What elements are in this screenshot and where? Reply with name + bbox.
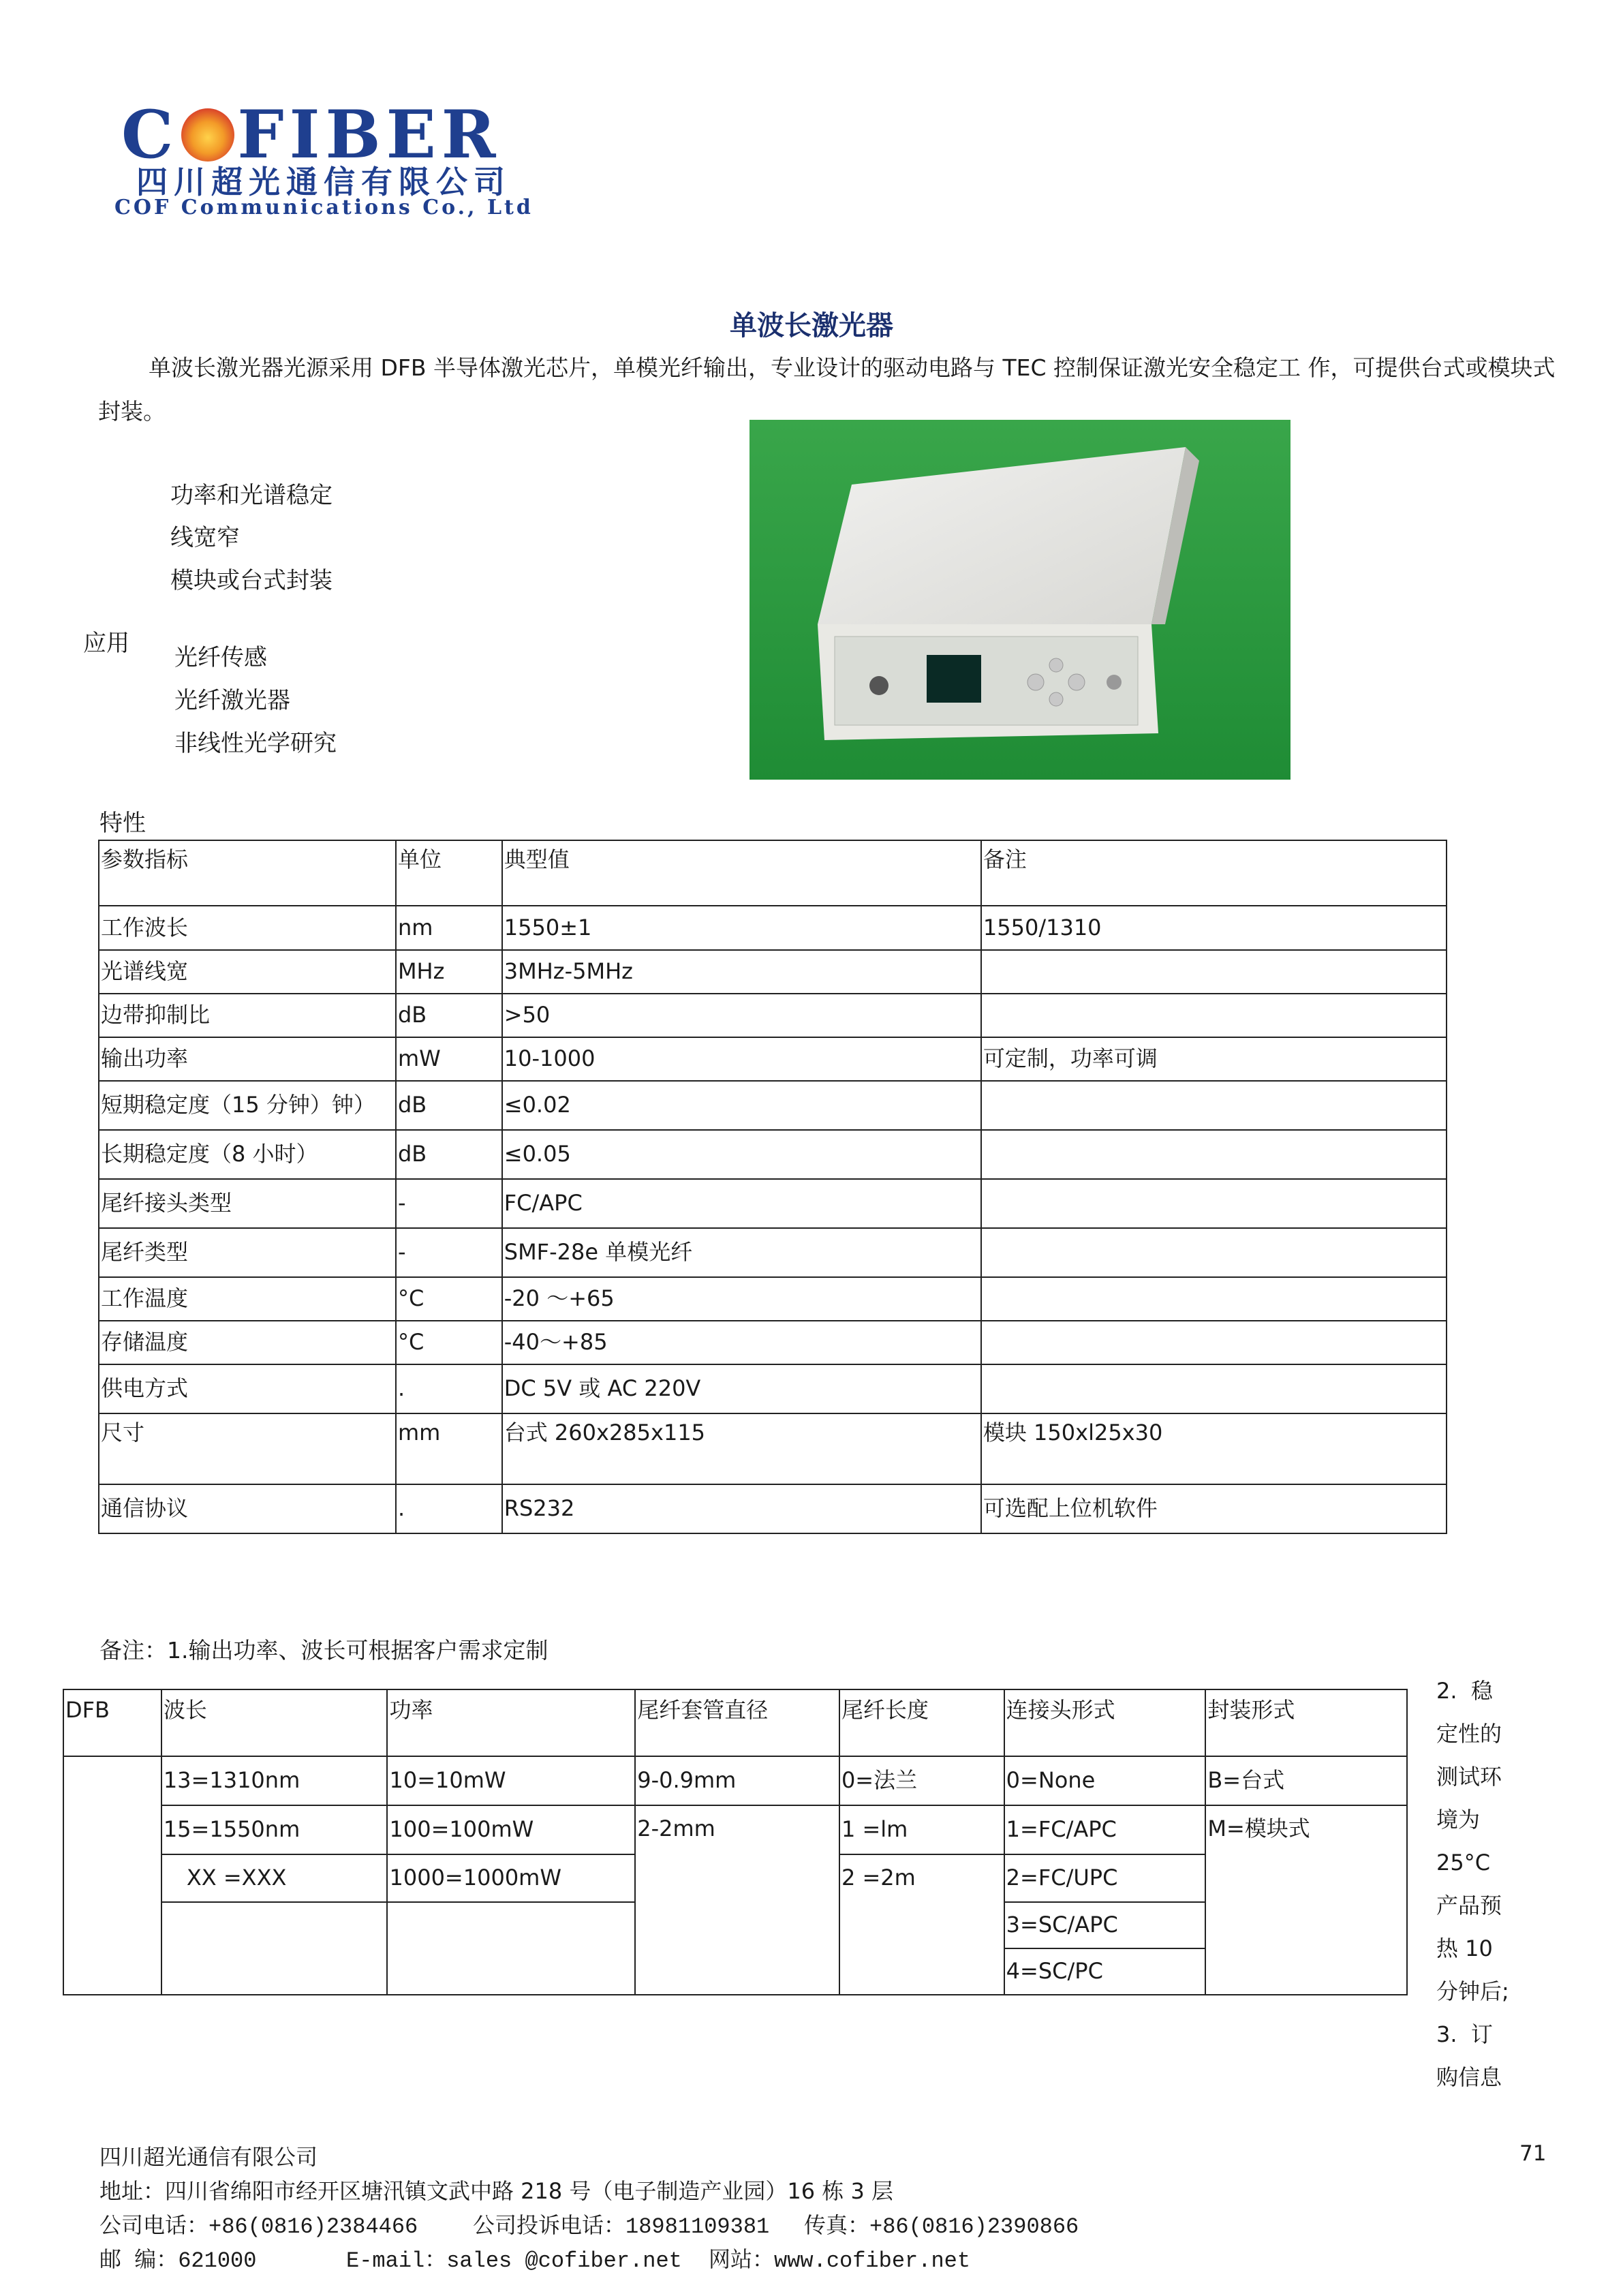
table-cell: M=模块式 xyxy=(1205,1805,1407,1995)
table-header-cell: 连接头形式 xyxy=(1004,1689,1206,1756)
side-note xyxy=(1436,1670,1511,2099)
table-cell: - xyxy=(396,1179,502,1228)
table-cell: 1 =lm xyxy=(839,1805,1004,1854)
table-header-row xyxy=(99,840,1447,906)
table-cell xyxy=(981,1130,1447,1179)
footer-email: E-mail：sales @cofiber.net xyxy=(346,2248,682,2274)
specs-table xyxy=(98,840,1447,1534)
table-cell: 长期稳定度（8 小时） xyxy=(99,1130,396,1179)
table-cell: SMF-28e 单模光纤 xyxy=(502,1228,981,1277)
specs-heading: 特性 xyxy=(99,810,146,837)
table-cell: MHz xyxy=(396,950,502,994)
logo-letters: FIBER xyxy=(237,96,501,173)
table-cell: 1000=1000mW xyxy=(387,1854,635,1902)
table-cell: 尺寸 xyxy=(99,1413,396,1484)
intro-paragraph: 单波长激光器光源采用 DFB 半导体激光芯片，单模光纤输出，专业设计的驱动电路与 TEC 控制保证激光安全稳定工 作，可提供台式或模块式封装。 xyxy=(98,354,1556,425)
table-cell: XX =XXX xyxy=(161,1854,388,1902)
table-cell: 可定制，功率可调 xyxy=(981,1037,1447,1081)
table-cell: 100=100mW xyxy=(387,1805,635,1854)
footer-fax: 传真：+86(0816)2390866 xyxy=(804,2214,1079,2239)
table-cell: - xyxy=(396,1228,502,1277)
footer-complaint-phone: 公司投诉电话：18981109381 xyxy=(473,2214,770,2239)
table-cell xyxy=(981,1081,1447,1130)
table-cell: 10-1000 xyxy=(502,1037,981,1081)
table-header-cell: DFB xyxy=(63,1689,161,1756)
table-cell: . xyxy=(396,1484,502,1533)
table-header-cell: 功率 xyxy=(387,1689,635,1756)
application-item: 光纤传感 xyxy=(174,644,267,671)
table-cell: 0=法兰 xyxy=(839,1756,1004,1805)
table-row xyxy=(99,1364,1447,1413)
sun-logo-icon xyxy=(181,108,234,162)
table-header-cell: 典型值 xyxy=(502,840,981,906)
table-cell: 工作温度 xyxy=(99,1277,396,1321)
order-info-table xyxy=(63,1689,1408,1995)
table-cell: 13=1310nm xyxy=(161,1756,388,1805)
footer-postcode: 邮 编：621000 xyxy=(99,2248,257,2274)
table-cell: 边带抑制比 xyxy=(99,994,396,1037)
table-header-cell: 尾纤套管直径 xyxy=(635,1689,839,1756)
table-cell: 10=10mW xyxy=(387,1756,635,1805)
table-row xyxy=(99,1484,1447,1533)
table-row xyxy=(99,994,1447,1037)
table-cell: 可选配上位机软件 xyxy=(981,1484,1447,1533)
logo-letter: C xyxy=(121,96,179,173)
table-cell xyxy=(981,1321,1447,1364)
table-cell: B=台式 xyxy=(1205,1756,1407,1805)
note-customization: 备注：1.输出功率、波长可根据客户需求定制 xyxy=(99,1637,548,1664)
table-cell xyxy=(387,1902,635,1995)
table-cell: RS232 xyxy=(502,1484,981,1533)
table-cell: dB xyxy=(396,1130,502,1179)
table-cell: >50 xyxy=(502,994,981,1037)
logo-chinese-name: 四川超光通信有限公司 xyxy=(136,164,511,200)
table-cell: 0=None xyxy=(1004,1756,1206,1805)
table-cell: 3=SC/APC xyxy=(1004,1902,1206,1948)
table-cell: 通信协议 xyxy=(99,1484,396,1533)
table-row xyxy=(99,950,1447,994)
footer-company: 四川超光通信有限公司 xyxy=(99,2144,318,2170)
table-cell: 尾纤接头类型 xyxy=(99,1179,396,1228)
table-cell: 模块 150xl25x30 xyxy=(981,1413,1447,1484)
side-note-number: 3. xyxy=(1436,2021,1457,2047)
table-row xyxy=(99,1037,1447,1081)
table-header-row xyxy=(63,1689,1407,1756)
table-cell: 输出功率 xyxy=(99,1037,396,1081)
page-number: 71 xyxy=(1519,2141,1547,2166)
table-row xyxy=(99,906,1447,950)
table-cell: -20 ～+65 xyxy=(502,1277,981,1321)
table-cell: dB xyxy=(396,1081,502,1130)
table-cell: 1=FC/APC xyxy=(1004,1805,1206,1854)
table-cell xyxy=(981,1277,1447,1321)
side-note-text: 25°C 产品预热 10 分钟后; xyxy=(1436,1850,1509,2004)
table-cell: . xyxy=(396,1364,502,1413)
table-cell: °C xyxy=(396,1321,502,1364)
table-cell: 9-0.9mm xyxy=(635,1756,839,1805)
table-cell: mm xyxy=(396,1413,502,1484)
table-header-cell: 单位 xyxy=(396,840,502,906)
table-cell: 1550/1310 xyxy=(981,906,1447,950)
table-row xyxy=(99,1228,1447,1277)
table-cell: 3MHz-5MHz xyxy=(502,950,981,994)
table-cell: mW xyxy=(396,1037,502,1081)
side-note-number: 2. xyxy=(1436,1678,1457,1704)
feature-item: 模块或台式封装 xyxy=(170,567,333,594)
table-cell xyxy=(981,994,1447,1037)
table-cell: ≤0.05 xyxy=(502,1130,981,1179)
table-cell: 4=SC/PC xyxy=(1004,1948,1206,1995)
table-cell: 1550±1 xyxy=(502,906,981,950)
table-cell xyxy=(161,1902,388,1995)
table-header-cell: 封装形式 xyxy=(1205,1689,1407,1756)
table-row xyxy=(99,1277,1447,1321)
table-cell: FC/APC xyxy=(502,1179,981,1228)
table-row xyxy=(99,1130,1447,1179)
table-row xyxy=(99,1081,1447,1130)
table-header-cell: 尾纤长度 xyxy=(839,1689,1004,1756)
footer-phone: 公司电话：+86(0816)2384466 xyxy=(99,2214,418,2239)
logo-english-name: COF Communications Co., Ltd xyxy=(114,196,534,219)
table-cell: 短期稳定度（15 分钟）钟） xyxy=(99,1081,396,1130)
table-cell: 光谱线宽 xyxy=(99,950,396,994)
footer-website: 网站：www.cofiber.net xyxy=(709,2248,971,2274)
table-cell xyxy=(981,1364,1447,1413)
table-cell: nm xyxy=(396,906,502,950)
feature-item: 功率和光谱稳定 xyxy=(170,482,333,509)
table-row xyxy=(99,1413,1447,1484)
footer-address: 地址：四川省绵阳市经开区塘汛镇文武中路 218 号（电子制造产业园）16 栋 3 层 xyxy=(99,2178,894,2204)
table-header-cell: 备注 xyxy=(981,840,1447,906)
table-cell: 2=FC/UPC xyxy=(1004,1854,1206,1902)
table-row xyxy=(99,1321,1447,1364)
table-cell xyxy=(63,1756,161,1995)
table-row xyxy=(63,1805,1407,1854)
page-title: 单波长激光器 xyxy=(730,310,893,341)
table-cell: DC 5V 或 AC 220V xyxy=(502,1364,981,1413)
product-photo xyxy=(749,420,1290,780)
table-cell: ≤0.02 xyxy=(502,1081,981,1130)
table-cell: 台式 260x285x115 xyxy=(502,1413,981,1484)
company-logo xyxy=(121,96,501,173)
applications-heading: 应用 xyxy=(83,630,129,657)
table-cell: 存储温度 xyxy=(99,1321,396,1364)
application-item: 非线性光学研究 xyxy=(174,730,337,757)
table-row xyxy=(99,1179,1447,1228)
table-row xyxy=(63,1756,1407,1805)
table-cell: 15=1550nm xyxy=(161,1805,388,1854)
table-cell xyxy=(981,1228,1447,1277)
feature-item: 线宽窄 xyxy=(170,524,240,551)
table-header-cell: 波长 xyxy=(161,1689,388,1756)
application-item: 光纤激光器 xyxy=(174,687,290,714)
table-cell: 工作波长 xyxy=(99,906,396,950)
side-note-text: 稳定性的测试环境为 xyxy=(1436,1678,1502,1833)
table-cell: 2 =2m xyxy=(839,1854,1004,1995)
table-header-cell: 参数指标 xyxy=(99,840,396,906)
table-cell xyxy=(981,950,1447,994)
table-cell: 尾纤类型 xyxy=(99,1228,396,1277)
table-cell: 供电方式 xyxy=(99,1364,396,1413)
table-cell: 2-2mm xyxy=(635,1805,839,1995)
table-cell: °C xyxy=(396,1277,502,1321)
table-cell xyxy=(981,1179,1447,1228)
table-cell: -40～+85 xyxy=(502,1321,981,1364)
table-cell: dB xyxy=(396,994,502,1037)
side-note-text: 订购信息 xyxy=(1436,2021,1502,2090)
